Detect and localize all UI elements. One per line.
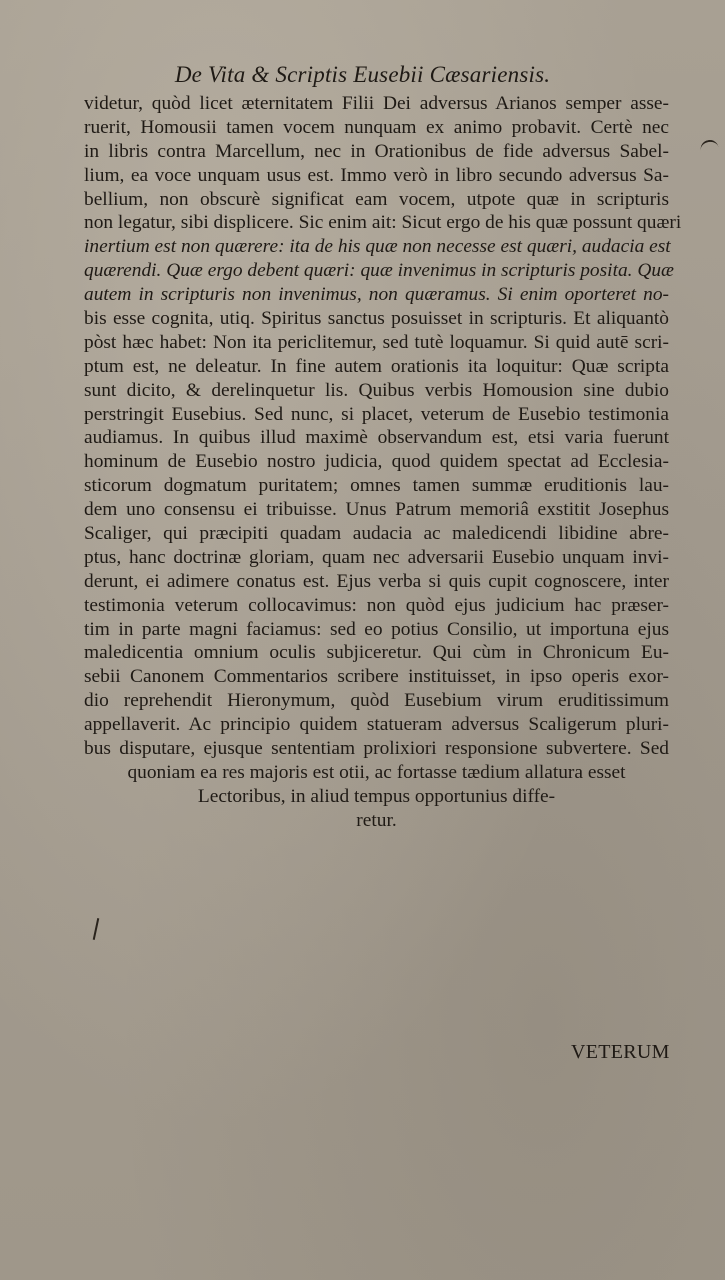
text-line-italic: inertium est non quærere: ita de his quæ non necesse est quæri, audacia est [84, 236, 671, 258]
text-line: appellaverit. Ac principio quidem statueram adversus Scaligerum pluri- [84, 714, 669, 736]
text-line: ptum est, ne deleatur. In fine autem orationis ita loquitur: Quæ scripta [84, 355, 669, 377]
margin-ink-mark [699, 139, 718, 152]
text-line: sticorum dogmatum puritatem; omnes tamen summæ eruditionis lau- [84, 475, 669, 497]
text-line: sebii Canonem Commentarios scribere instituisset, in ipso operis exor- [84, 666, 669, 688]
text-line-italic: autem in scripturis non invenimus, non quæramus. Si enim oporteret no- [84, 284, 669, 306]
text-line-tapered: retur. [356, 809, 397, 831]
text-line: sunt dicito, & derelinquetur lis. Quibus verbis Homousion sine dubio [84, 379, 669, 401]
text-line: ptus, hanc doctrinæ gloriam, quam nec adversarii Eusebio unquam invi- [84, 546, 669, 568]
text-line: dio reprehendit Hieronymum, quòd Eusebium virum eruditissimum [84, 690, 669, 712]
text-line: pòst hæc habet: Non ita periclitemur, sed tutè loquamur. Si quid autē scri- [84, 331, 669, 353]
text-line: dem uno consensu ei tribuisse. Unus Patrum memoriâ exstitit Josephus [84, 499, 669, 521]
text-line-italic: quærendi. Quæ ergo debent quæri: quæ invenimus in scripturis posita. Quæ [84, 260, 674, 282]
text-line: testimonia veterum collocavimus: non quòd ejus judicium hac præser- [84, 594, 669, 616]
text-line: bis esse cognita, utiq. Spiritus sanctus posuisset in scripturis. Et aliquantò [84, 308, 669, 330]
text-line: lium, ea voce unquam usus est. Immo verò in libro secundo adversus Sa- [84, 164, 669, 186]
text-line: derunt, ei adimere conatus est. Ejus verba si quis cupit cognoscere, inter [84, 570, 669, 592]
running-title: De Vita & Scriptis Eusebii Cæsariensis. [174, 62, 551, 87]
body-text [84, 92, 682, 833]
text-line: non legatur, sibi displicere. Sic enim ait: Sicut ergo de his quæ possunt quæri [84, 212, 682, 234]
text-line-tapered: Lectoribus, in aliud tempus opportunius diffe- [197, 785, 556, 807]
text-line: perstringit Eusebius. Sed nunc, si placet, veterum de Eusebio testimonia [84, 403, 669, 425]
text-line: ruerit, Homousii tamen vocem nunquam ex animo probavit. Certè nec [84, 116, 669, 138]
text-line: audiamus. In quibus illud maximè observandum est, etsi varia fuerunt [84, 427, 669, 449]
text-line: Scaliger, qui præcipiti quadam audacia ac maledicendi libidine abre- [84, 523, 669, 545]
text-line: bus disputare, ejusque sententiam prolixiori responsione subvertere. Sed [84, 738, 669, 760]
text-line: bellium, non obscurè significat eam vocem, utpote quæ in scripturis [84, 188, 669, 210]
text-line: tim in parte magni faciamus: sed eo potius Consilio, ut importuna ejus [84, 618, 669, 640]
text-line: in libris contra Marcellum, nec in Orationibus de fide adversus Sabel- [84, 140, 669, 162]
text-line: hominum de Eusebio nostro judicia, quod quidem spectat ad Ecclesia- [84, 451, 669, 473]
text-line-tapered: quoniam ea res majoris est otii, ac fortasse tædium allatura esset [127, 761, 626, 783]
catchword: VETERUM [571, 1041, 670, 1063]
text-line: maledicentia omnium oculis subjiceretur. Qui cùm in Chronicum Eu- [84, 642, 669, 664]
margin-ink-mark [93, 918, 100, 940]
text-line: videtur, quòd licet æternitatem Filii Dei adversus Arianos semper asse- [84, 93, 669, 114]
